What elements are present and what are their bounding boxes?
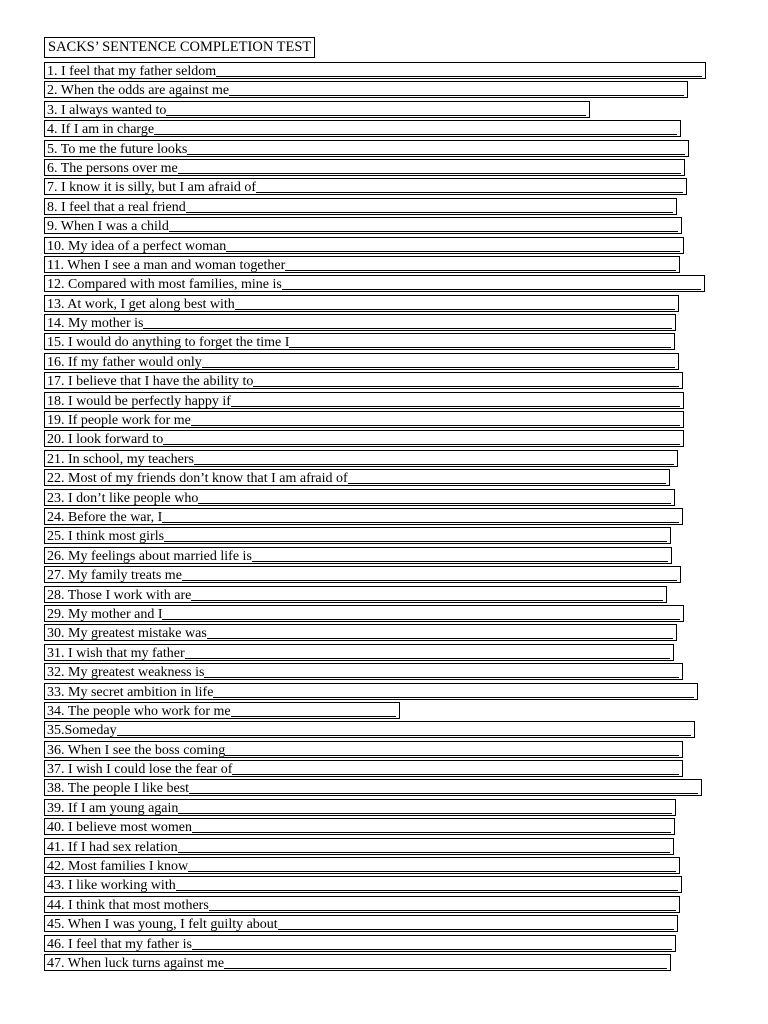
- sentence-prompt: 23. I don’t like people who: [47, 490, 199, 506]
- sentence-prompt: 35.Someday: [47, 723, 117, 739]
- sentence-box[interactable]: [44, 857, 680, 874]
- answer-line: [282, 289, 701, 290]
- answer-line: [209, 910, 676, 911]
- sentence-prompt: 47. When luck turns against me: [47, 955, 225, 971]
- sentence-item-9: [44, 217, 724, 236]
- answer-line: [225, 755, 679, 756]
- sentence-box[interactable]: [44, 954, 671, 971]
- answer-line: [178, 813, 672, 814]
- sentence-item-33: [44, 683, 724, 702]
- sentence-prompt: 17. I believe that I have the ability to: [47, 374, 254, 390]
- sentence-item-12: [44, 275, 724, 294]
- answer-line: [256, 192, 683, 193]
- sentence-box[interactable]: [44, 411, 684, 428]
- sentence-prompt: 38. The people I like best: [47, 781, 190, 797]
- answer-line: [192, 832, 671, 833]
- sentence-prompt: 43. I like working with: [47, 878, 176, 894]
- sentence-box[interactable]: [44, 935, 676, 952]
- answer-line: [198, 503, 671, 504]
- answer-line: [178, 852, 670, 853]
- sentence-box[interactable]: [44, 605, 684, 622]
- sentence-prompt: 25. I think most girls: [47, 529, 165, 545]
- sentence-prompt: 1. I feel that my father seldom: [47, 64, 217, 79]
- sentence-box[interactable]: [44, 818, 675, 835]
- sentence-prompt: 11. When I see a man and woman together: [47, 257, 286, 273]
- sentence-item-34: [44, 702, 724, 721]
- sentence-list: [44, 62, 724, 973]
- answer-line: [192, 949, 672, 950]
- answer-line: [188, 871, 676, 872]
- sentence-prompt: 19. If people work for me: [47, 413, 191, 429]
- sentence-item-25: [44, 527, 724, 546]
- answer-line: [224, 968, 667, 969]
- answer-line: [231, 716, 396, 717]
- sentence-prompt: 39. If I am young again: [47, 800, 179, 816]
- sentence-prompt: 41. If I had sex relation: [47, 839, 178, 855]
- answer-line: [231, 406, 680, 407]
- sentence-box[interactable]: [44, 624, 677, 641]
- sentence-box[interactable]: [44, 237, 684, 254]
- sentence-prompt: 16. If my father would only: [47, 354, 202, 370]
- sentence-box[interactable]: [44, 450, 678, 467]
- answer-line: [162, 619, 680, 620]
- answer-line: [143, 328, 672, 329]
- sentence-item-8: [44, 198, 724, 217]
- sentence-box[interactable]: [44, 275, 705, 292]
- sentence-prompt: 2. When the odds are against me: [47, 83, 230, 99]
- sentence-item-10: [44, 237, 724, 256]
- sentence-box[interactable]: [44, 760, 683, 777]
- answer-line: [176, 890, 678, 891]
- sentence-prompt: 37. I wish I could lose the fear of: [47, 762, 233, 778]
- sentence-box[interactable]: [44, 876, 682, 893]
- answer-line: [182, 580, 677, 581]
- answer-line: [289, 347, 671, 348]
- sentence-box[interactable]: [44, 353, 679, 370]
- sentence-prompt: 46. I feel that my father is: [47, 936, 193, 952]
- sentence-prompt: 42. Most families I know: [47, 859, 189, 875]
- sentence-prompt: 28. Those I work with are: [47, 587, 192, 603]
- sentence-prompt: 4. If I am in charge: [47, 122, 155, 138]
- sentence-item-4: [44, 120, 724, 139]
- sentence-item-15: [44, 333, 724, 352]
- sentence-item-47: [44, 954, 724, 973]
- sentence-item-21: [44, 450, 724, 469]
- sentence-prompt: 3. I always wanted to: [47, 102, 167, 118]
- sentence-item-44: [44, 896, 724, 915]
- sentence-item-22: [44, 469, 724, 488]
- sentence-box[interactable]: [44, 159, 685, 176]
- answer-line: [185, 658, 670, 659]
- answer-line: [252, 561, 668, 562]
- answer-line: [253, 386, 679, 387]
- sentence-box[interactable]: [44, 838, 674, 855]
- sentence-prompt: 40. I believe most women: [47, 820, 193, 836]
- sentence-prompt: 24. Before the war, I: [47, 509, 163, 525]
- answer-line: [202, 367, 675, 368]
- sentence-prompt: 36. When I see the boss coming: [47, 742, 226, 758]
- sentence-box[interactable]: [44, 217, 682, 234]
- answer-line: [204, 677, 679, 678]
- answer-line: [191, 425, 680, 426]
- sentence-box[interactable]: [44, 62, 706, 79]
- sentence-item-13: [44, 295, 724, 314]
- answer-line: [216, 76, 702, 77]
- sentence-item-3: [44, 101, 724, 120]
- sentence-prompt: 6. The persons over me: [47, 160, 178, 176]
- answer-line: [186, 212, 673, 213]
- answer-line: [226, 251, 680, 252]
- sentence-item-46: [44, 935, 724, 954]
- sentence-box[interactable]: [44, 547, 672, 564]
- answer-line: [117, 735, 691, 736]
- answer-line: [154, 134, 677, 135]
- answer-line: [213, 697, 694, 698]
- sentence-item-32: [44, 663, 724, 682]
- answer-line: [235, 309, 675, 310]
- sentence-box[interactable]: [44, 392, 684, 409]
- sentence-prompt: 10. My idea of a perfect woman: [47, 238, 227, 254]
- sentence-prompt: 18. I would be perfectly happy if: [47, 393, 231, 409]
- sentence-prompt: 34. The people who work for me: [47, 703, 231, 719]
- answer-line: [191, 600, 663, 601]
- sentence-prompt: 33. My secret ambition in life: [47, 684, 214, 700]
- sentence-box[interactable]: [44, 644, 674, 661]
- sentence-box[interactable]: [44, 256, 680, 273]
- sentence-prompt: 12. Compared with most families, mine is: [47, 277, 282, 293]
- answer-line: [232, 774, 679, 775]
- sentence-box[interactable]: [44, 683, 698, 700]
- sentence-box[interactable]: [44, 178, 687, 195]
- answer-line: [189, 793, 698, 794]
- sentence-prompt: 31. I wish that my father: [47, 645, 185, 661]
- answer-line: [194, 464, 674, 465]
- sentence-box[interactable]: [44, 372, 683, 389]
- sentence-box[interactable]: [44, 314, 676, 331]
- sentence-item-18: [44, 392, 724, 411]
- sentence-box[interactable]: [44, 915, 678, 932]
- sentence-item-20: [44, 430, 724, 449]
- sentence-box[interactable]: [44, 295, 679, 312]
- answer-line: [169, 231, 678, 232]
- sentence-prompt: 20. I look forward to: [47, 432, 164, 448]
- sentence-prompt: 7. I know it is silly, but I am afraid of: [47, 180, 257, 196]
- sentence-box[interactable]: [44, 81, 688, 98]
- sentence-box[interactable]: [44, 508, 683, 525]
- sentence-item-35: [44, 721, 724, 740]
- sentence-item-24: [44, 508, 724, 527]
- sentence-prompt: 14. My mother is: [47, 316, 144, 332]
- sentence-item-41: [44, 838, 724, 857]
- sentence-item-19: [44, 411, 724, 430]
- sentence-box[interactable]: [44, 663, 683, 680]
- sentence-box[interactable]: [44, 527, 671, 544]
- answer-line: [178, 173, 681, 174]
- sentence-prompt: 32. My greatest weakness is: [47, 665, 205, 681]
- sentence-box[interactable]: [44, 741, 683, 758]
- sentence-prompt: 27. My family treats me: [47, 568, 182, 584]
- answer-line: [166, 115, 586, 116]
- answer-line: [187, 154, 685, 155]
- sentence-prompt: 30. My greatest mistake was: [47, 626, 207, 642]
- sentence-item-29: [44, 605, 724, 624]
- sentence-prompt: 9. When I was a child: [47, 219, 169, 235]
- sentence-item-42: [44, 857, 724, 876]
- sentence-item-17: [44, 372, 724, 391]
- sentence-item-28: [44, 586, 724, 605]
- answer-line: [164, 541, 667, 542]
- sentence-item-14: [44, 314, 724, 333]
- sentence-item-7: [44, 178, 724, 197]
- sentence-box[interactable]: [44, 799, 676, 816]
- sentence-box[interactable]: [44, 566, 681, 583]
- answer-line: [285, 270, 676, 271]
- sentence-prompt: 13. At work, I get along best with: [47, 296, 235, 312]
- sentence-item-38: [44, 779, 724, 798]
- sentence-item-40: [44, 818, 724, 837]
- sentence-box[interactable]: [44, 120, 681, 137]
- sentence-item-37: [44, 760, 724, 779]
- answer-line: [207, 638, 673, 639]
- sentence-box[interactable]: [44, 896, 680, 913]
- answer-line: [163, 444, 680, 445]
- sentence-box[interactable]: [44, 101, 590, 118]
- sentence-box[interactable]: [44, 469, 670, 486]
- sentence-item-16: [44, 353, 724, 372]
- answer-line: [278, 929, 674, 930]
- answer-line: [348, 483, 666, 484]
- sentence-item-36: [44, 741, 724, 760]
- document-title: SACKS’ SENTENCE COMPLETION TEST: [44, 37, 315, 58]
- sentence-prompt: 21. In school, my teachers: [47, 451, 194, 467]
- sentence-prompt: 45. When I was young, I felt guilty about: [47, 917, 278, 933]
- sentence-box[interactable]: [44, 702, 400, 719]
- sentence-box[interactable]: [44, 489, 675, 506]
- sentence-prompt: 5. To me the future looks: [47, 141, 188, 157]
- sentence-prompt: 15. I would do anything to forget the time I: [47, 335, 290, 351]
- answer-line: [162, 522, 679, 523]
- sentence-item-23: [44, 489, 724, 508]
- sentence-item-1: [44, 62, 724, 81]
- sentence-box[interactable]: [44, 333, 675, 350]
- sentence-item-45: [44, 915, 724, 934]
- sentence-item-39: [44, 799, 724, 818]
- answer-line: [229, 95, 684, 96]
- sentence-box[interactable]: [44, 779, 702, 796]
- sentence-item-43: [44, 876, 724, 895]
- sentence-item-27: [44, 566, 724, 585]
- sentence-prompt: 22. Most of my friends don’t know that I am afraid of: [47, 471, 348, 487]
- sentence-item-2: [44, 81, 724, 100]
- sentence-item-5: [44, 140, 724, 159]
- sentence-box[interactable]: [44, 721, 695, 738]
- sentence-box[interactable]: [44, 198, 677, 215]
- sentence-box[interactable]: [44, 140, 689, 157]
- sentence-prompt: 8. I feel that a real friend: [47, 199, 186, 215]
- sentence-prompt: 44. I think that most mothers: [47, 897, 209, 913]
- sentence-box[interactable]: [44, 586, 667, 603]
- sentence-box[interactable]: [44, 430, 684, 447]
- sentence-item-6: [44, 159, 724, 178]
- sentence-item-31: [44, 644, 724, 663]
- sentence-prompt: 26. My feelings about married life is: [47, 548, 252, 564]
- sentence-prompt: 29. My mother and I: [47, 606, 163, 622]
- sentence-item-30: [44, 624, 724, 643]
- sentence-item-26: [44, 547, 724, 566]
- sentence-item-11: [44, 256, 724, 275]
